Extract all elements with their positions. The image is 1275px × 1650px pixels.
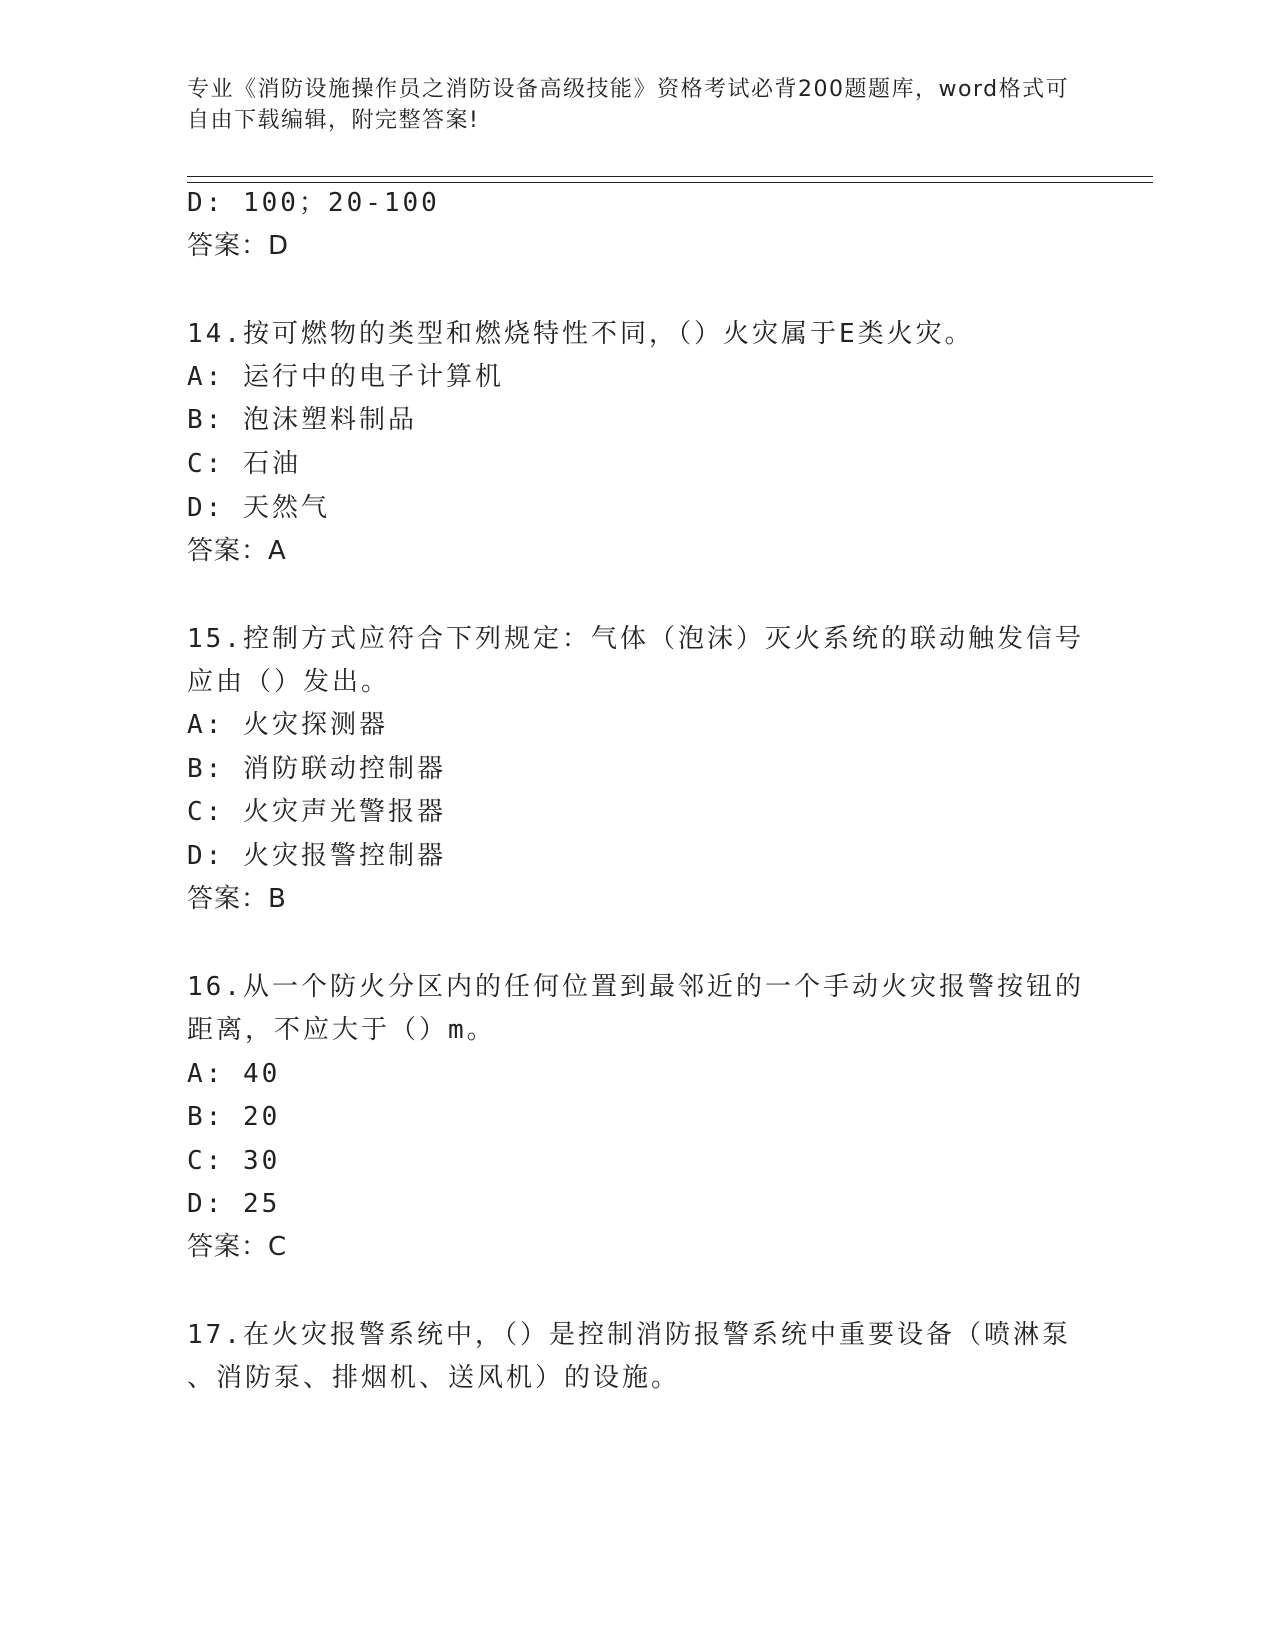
question-14-stem: 14.按可燃物的类型和燃烧特性不同，（）火灾属于E类火灾。 (187, 319, 974, 349)
prev-answer: 答案：D (187, 231, 290, 261)
question-15-option-d: D: 火灾报警控制器 (187, 841, 446, 871)
question-14-option-a: A: 运行中的电子计算机 (187, 362, 504, 392)
page-header: 专业《消防设施操作员之消防设备高级技能》资格考试必背200题题库，word格式可自由下载编辑，附完整答案! (187, 77, 1070, 133)
question-15-option-b: B: 消防联动控制器 (187, 754, 446, 784)
question-16-answer: 答案：C (187, 1232, 288, 1262)
question-15-stem-line-1: 15.控制方式应符合下列规定：气体（泡沫）灭火系统的联动触发信号 (187, 624, 1084, 654)
question-14-option-c: C: 石油 (187, 449, 301, 479)
question-16-stem-line-2: 距离，不应大于（）m。 (187, 1015, 496, 1045)
question-15-answer: 答案：B (187, 884, 287, 914)
question-14-option-d: D: 天然气 (187, 493, 330, 523)
question-16-stem-line-1: 16.从一个防火分区内的任何位置到最邻近的一个手动火灾报警按钮的 (187, 972, 1084, 1002)
header-rule (187, 176, 1153, 177)
question-16-option-a: A: 40 (187, 1059, 281, 1089)
question-15-option-a: A: 火灾探测器 (187, 710, 388, 740)
question-15-option-c: C: 火灾声光警报器 (187, 797, 446, 827)
question-17-stem-line-1: 17.在火灾报警系统中，（）是控制消防报警系统中重要设备（喷淋泵 (187, 1320, 1071, 1350)
question-17-stem-line-2: 、消防泵、排烟机、送风机）的设施。 (187, 1363, 681, 1393)
prev-option-d: D: 100；20-100 (187, 188, 440, 218)
question-14-answer: 答案：A (187, 536, 287, 566)
question-16-option-d: D: 25 (187, 1189, 281, 1219)
question-16-option-c: C: 30 (187, 1146, 281, 1176)
header-rule-double (187, 182, 1153, 183)
question-16-option-b: B: 20 (187, 1102, 281, 1132)
question-14-option-b: B: 泡沫塑料制品 (187, 405, 417, 435)
question-15-stem-line-2: 应由（）发出。 (187, 667, 391, 697)
